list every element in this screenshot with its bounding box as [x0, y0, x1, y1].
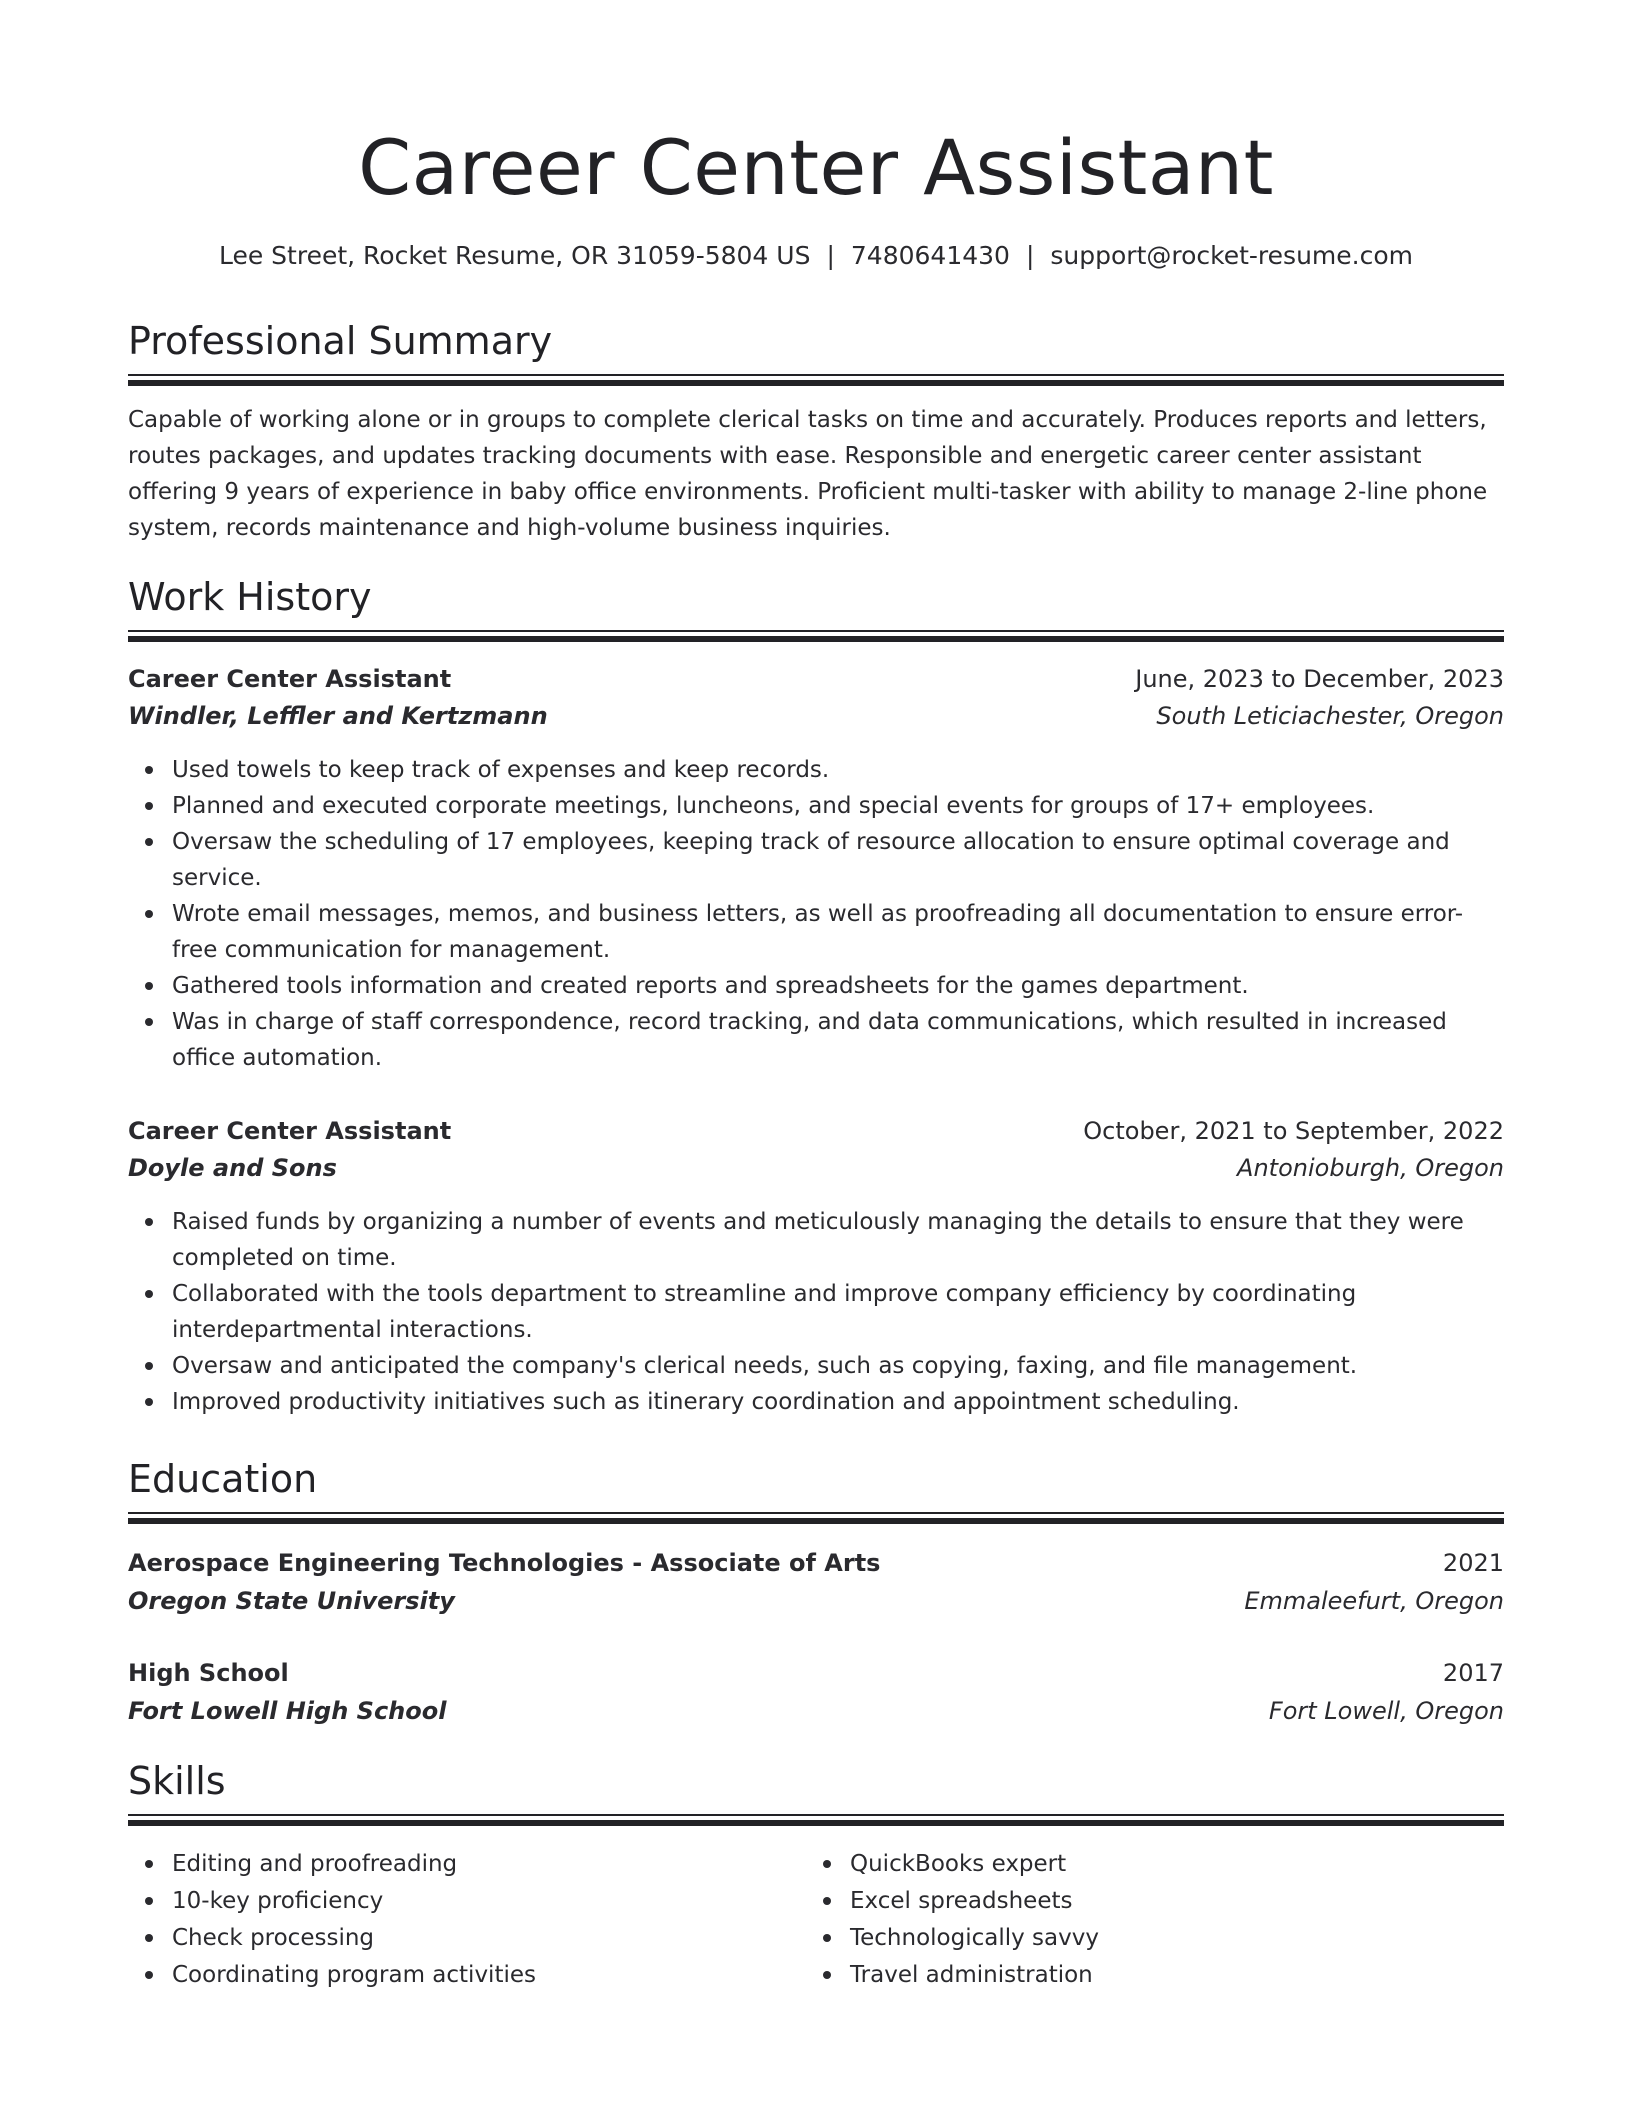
- contact-line: [128, 236, 1504, 276]
- job-dates: October, 2021 to September, 2022: [1083, 1117, 1504, 1145]
- education-subheader: [128, 1582, 1504, 1620]
- section-divider: [128, 374, 1504, 386]
- list-item: Planned and executed corporate meetings, luncheons, and special events for groups of 17+ employees.: [172, 788, 1504, 824]
- list-item: Collaborated with the tools department to streamline and improve company efficiency by coordinating interdepartmental interactions.: [172, 1276, 1504, 1348]
- list-item: Travel administration: [850, 1957, 1486, 1994]
- education-subheader: [128, 1692, 1504, 1730]
- list-item: Oversaw the scheduling of 17 employees, keeping track of resource allocation to ensure optimal coverage and service.: [172, 824, 1504, 896]
- job-subheader: [128, 697, 1504, 735]
- skills-list-left: [128, 1846, 808, 1994]
- list-item: Coordinating program activities: [172, 1957, 808, 1994]
- section-divider: [128, 630, 1504, 642]
- education-degree: High School: [128, 1659, 289, 1687]
- education-school: Fort Lowell High School: [128, 1697, 447, 1725]
- list-item: Check processing: [172, 1920, 808, 1957]
- contact-separator: |: [1025, 241, 1035, 270]
- contact-email: support@rocket-resume.com: [1050, 241, 1413, 270]
- list-item: Oversaw and anticipated the company's clerical needs, such as copying, faxing, and file management.: [172, 1348, 1504, 1384]
- job-company: Windler, Leffler and Kertzmann: [128, 702, 548, 730]
- candidate-name: Career Center Assistant: [358, 123, 1274, 212]
- section-title-skills: Skills: [128, 1759, 226, 1803]
- list-item: Improved productivity initiatives such as itinerary coordination and appointment scheduling.: [172, 1384, 1504, 1420]
- section-divider: [128, 1814, 1504, 1826]
- list-item: Raised funds by organizing a number of events and meticulously managing the details to ensure that they were completed on time.: [172, 1204, 1504, 1276]
- job-bullets: [128, 1204, 1504, 1420]
- list-item: Excel spreadsheets: [850, 1883, 1486, 1920]
- education-location: Emmaleefurt, Oregon: [1244, 1587, 1504, 1615]
- list-item: Wrote email messages, memos, and business letters, as well as proofreading all documentation to ensure error-free communication for management.: [172, 896, 1504, 968]
- section-title-summary: Professional Summary: [128, 319, 553, 363]
- list-item: Was in charge of staff correspondence, record tracking, and data communications, which resulted in increased office automation.: [172, 1004, 1504, 1076]
- section-title-work: Work History: [128, 575, 372, 619]
- summary-text: Capable of working alone or in groups to complete clerical tasks on time and accurately. Produces reports and letters, routes packages, and updates tracking documents with ease. Responsible and energetic career center assistant offering 9 years of experience in baby office environments. Proficient multi-tasker with ability to manage 2-line phone system, records maintenance and high-volume business inquiries.: [128, 407, 1488, 541]
- contact-address: Lee Street, Rocket Resume, OR 31059-5804 US: [218, 241, 811, 270]
- job-header: [128, 660, 1504, 698]
- list-item: Editing and proofreading: [172, 1846, 808, 1883]
- education-year: 2021: [1442, 1549, 1504, 1577]
- education-header: [128, 1544, 1504, 1582]
- job-location: Antonioburgh, Oregon: [1237, 1154, 1504, 1182]
- job-location: South Leticiachester, Oregon: [1156, 702, 1504, 730]
- list-item: Technologically savvy: [850, 1920, 1486, 1957]
- education-year: 2017: [1442, 1659, 1504, 1687]
- list-item: QuickBooks expert: [850, 1846, 1486, 1883]
- list-item: Gathered tools information and created reports and spreadsheets for the games department.: [172, 968, 1504, 1004]
- list-item: Used towels to keep track of expenses and keep records.: [172, 752, 1504, 788]
- contact-phone: 7480641430: [850, 241, 1010, 270]
- section-divider: [128, 1512, 1504, 1524]
- education-degree: Aerospace Engineering Technologies - Associate of Arts: [128, 1549, 881, 1577]
- job-bullets: [128, 752, 1504, 1076]
- job-role: Career Center Assistant: [128, 1117, 452, 1145]
- skills-list-right: [806, 1846, 1486, 1994]
- job-dates: June, 2023 to December, 2023: [1135, 665, 1504, 693]
- job-header: [128, 1112, 1504, 1150]
- education-header: [128, 1654, 1504, 1692]
- job-role: Career Center Assistant: [128, 665, 452, 693]
- contact-separator: |: [826, 241, 835, 270]
- section-title-education: Education: [128, 1457, 318, 1501]
- education-school: Oregon State University: [128, 1587, 455, 1615]
- education-location: Fort Lowell, Oregon: [1268, 1697, 1504, 1725]
- list-item: 10-key proficiency: [172, 1883, 808, 1920]
- job-subheader: [128, 1149, 1504, 1187]
- job-company: Doyle and Sons: [128, 1154, 337, 1182]
